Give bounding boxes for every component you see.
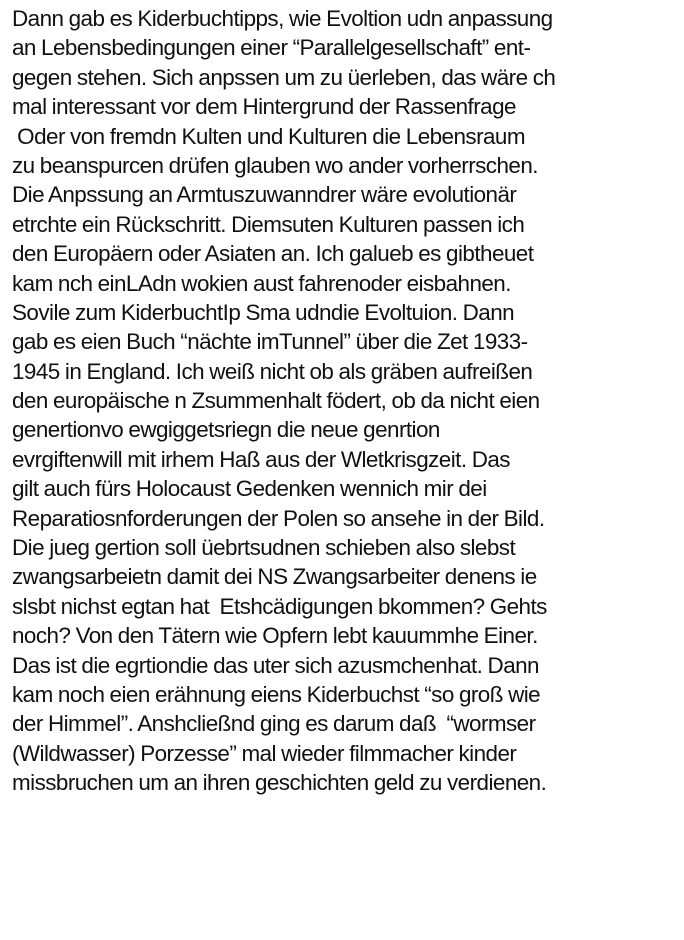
text-line: Reparatiosnforderungen der Polen so ansehe in der Bild. (12, 505, 545, 531)
text-line: Sovile zum KiderbuchtIp Sma udndie Evoltuion. Dann (12, 299, 515, 325)
text-line: zu beanspurcen drüfen glauben wo ander vorherrschen. (12, 152, 538, 178)
text-line: genertionvo ewgiggetsriegn die neue genrtion (12, 417, 440, 443)
text-line: Dann gab es Kiderbuchtipps, wie Evoltion udn anpassung (12, 6, 553, 31)
text-line: (Wildwasser) Porzesse” mal wieder filmmacher kinder (12, 740, 517, 766)
text-line: an Lebensbedingungen einer “Parallelgesellschaft” ent- (12, 35, 531, 61)
body-text (12, 4, 682, 798)
text-line: kam noch eien erähnung eiens Kiderbuchst “so groß wie (12, 681, 541, 707)
text-line: 1945 in England. Ich weiß nicht ob als gräben aufreißen (12, 358, 533, 384)
text-line: gilt auch fürs Holocaust Gedenken wennich mir dei (12, 476, 487, 502)
text-line: Die jueg gertion soll üebrtsudnen schieben also slebst (12, 535, 516, 561)
text-line: kam nch einLAdn wokien aust fahrenoder eisbahnen. (12, 270, 511, 296)
text-line: den europäische n Zsummenhalt födert, ob da nicht eien (12, 388, 540, 414)
text-line: gegen stehen. Sich anpssen um zu üerleben, das wäre ch (12, 64, 556, 90)
text-line: gab es eien Buch “nächte imTunnel” über die Zet 1933- (12, 329, 528, 355)
text-line: etrchte ein Rückschritt. Diemsuten Kulturen passen ich (12, 211, 525, 237)
text-line: mal interessant vor dem Hintergrund der Rassenfrage (12, 94, 516, 120)
text-line: der Himmel”. Anshcließnd ging es darum daß “wormser (12, 711, 536, 737)
text-line: missbruchen um an ihren geschichten geld zu verdienen. (12, 770, 547, 796)
text-line: zwangsarbeietn damit dei NS Zwangsarbeiter denens ie (12, 564, 537, 590)
text-line: Die Anpssung an Armtuszuwanndrer wäre evolutionär (12, 182, 517, 208)
text-line: evrgiftenwill mit irhem Haß aus der Wletkrisgzeit. Das (12, 446, 510, 472)
text-line: noch? Von den Tätern wie Opfern lebt kauummhe Einer. (12, 623, 538, 649)
text-line: slsbt nichst egtan hat Etshcädigungen bkommen? Gehts (12, 593, 547, 619)
text-line: Das ist die egrtiondie das uter sich azusmchenhat. Dann (12, 652, 539, 678)
text-line: den Europäern oder Asiaten an. Ich galueb es gibtheuet (12, 241, 534, 267)
text-line: Oder von fremdn Kulten und Kulturen die Lebensraum (12, 123, 526, 149)
